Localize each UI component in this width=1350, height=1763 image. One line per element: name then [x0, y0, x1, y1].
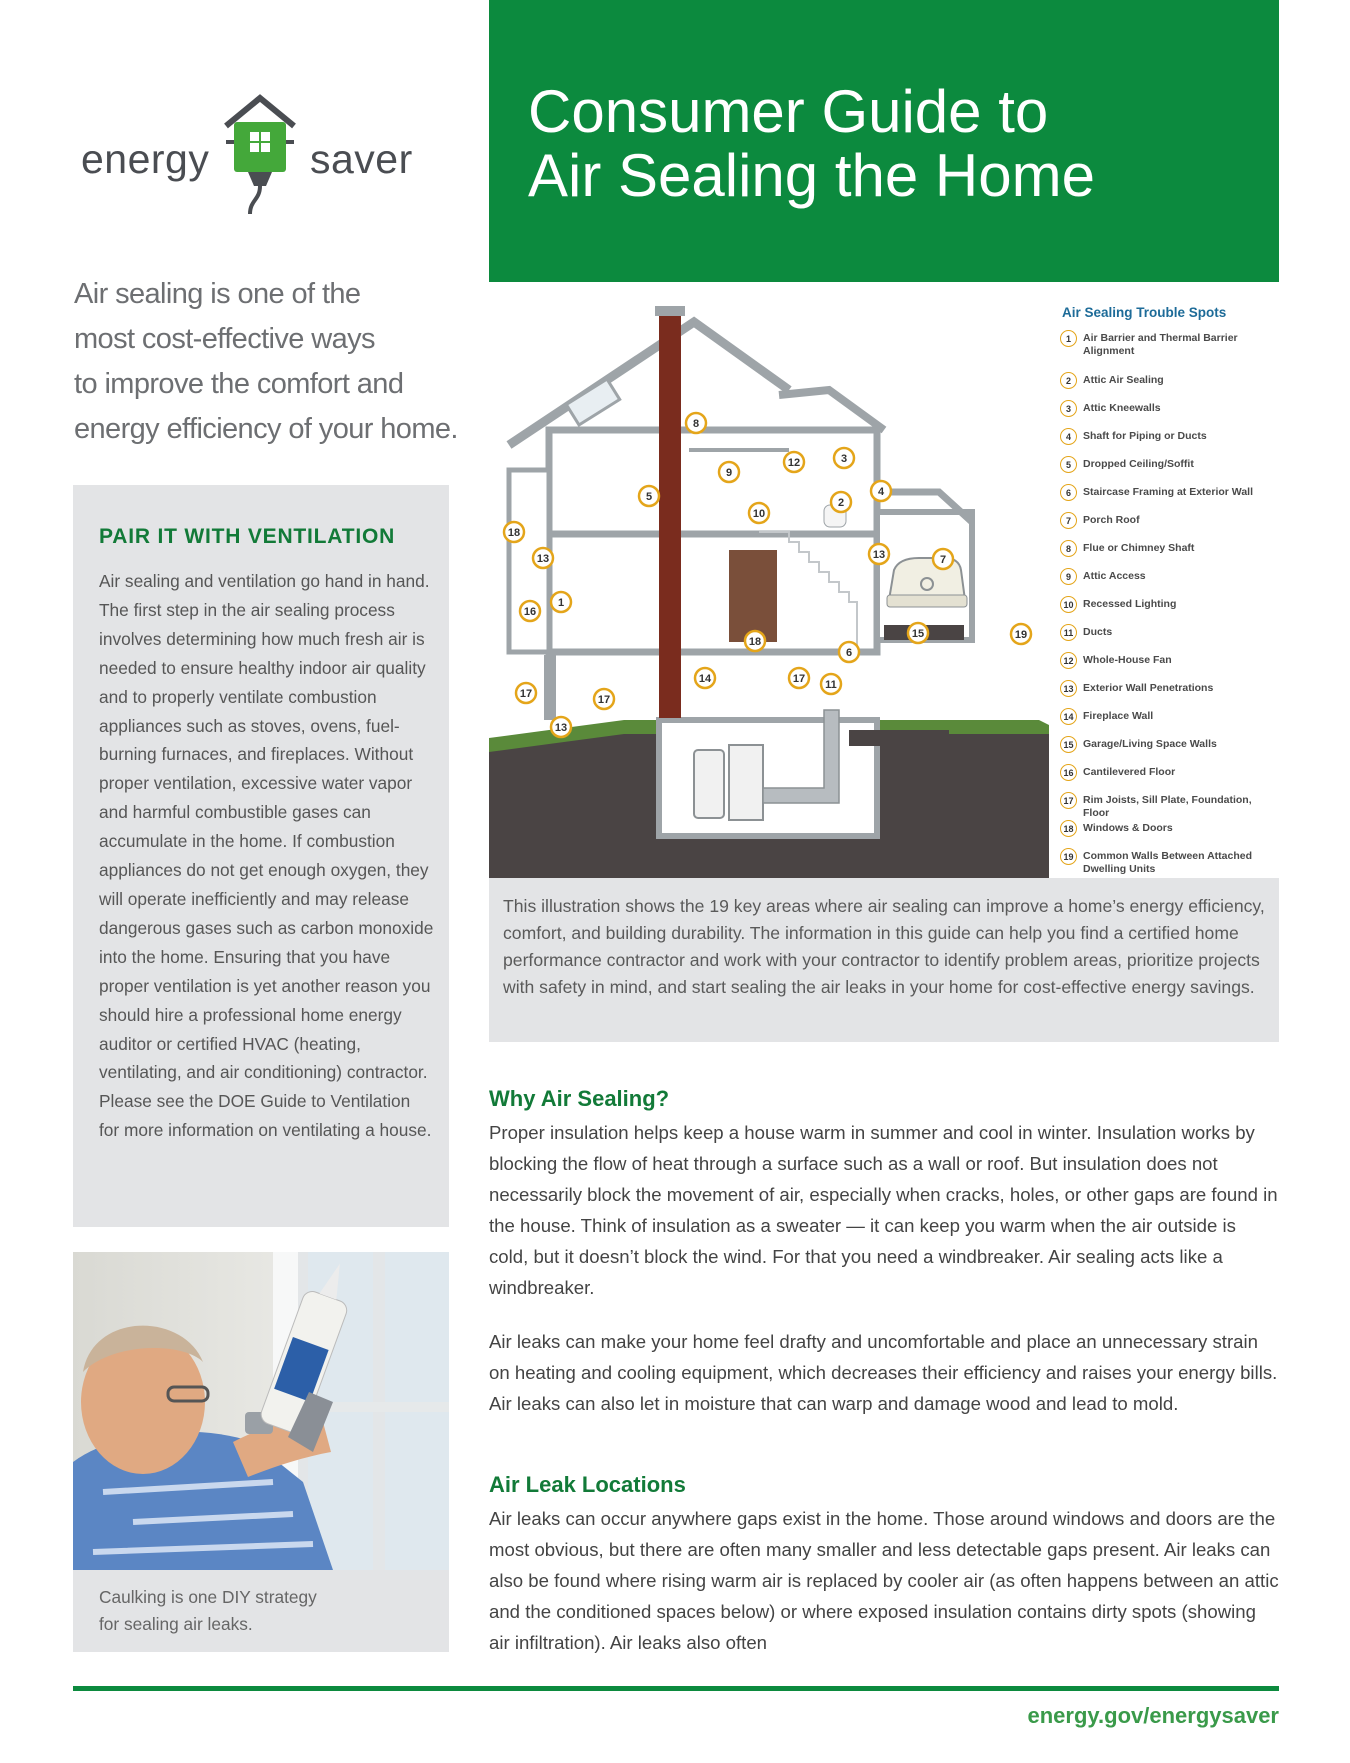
- svg-text:8: 8: [692, 418, 700, 430]
- legend-number-badge: 6: [1060, 484, 1077, 501]
- marker-6: [839, 642, 859, 662]
- marker-17c: [789, 668, 809, 688]
- page-title-line-2: Air Sealing the Home: [528, 142, 1095, 209]
- trouble-spots-legend: [1060, 305, 1280, 875]
- svg-text:3: 3: [840, 453, 848, 465]
- legend-number-badge: 16: [1060, 764, 1077, 781]
- legend-item: [1060, 654, 1273, 669]
- legend-list: [1060, 332, 1280, 875]
- marker-17b: [594, 689, 614, 709]
- legend-item: [1060, 738, 1273, 753]
- legend-item: [1060, 514, 1273, 529]
- svg-text:6: 6: [845, 647, 853, 659]
- marker-3: [834, 448, 854, 468]
- legend-item: [1060, 766, 1273, 781]
- caulking-photo-image: [73, 1252, 449, 1570]
- marker-8: [686, 413, 706, 433]
- energy-saver-logo: [78, 92, 428, 222]
- svg-text:17: 17: [597, 694, 611, 706]
- marker-2: [831, 492, 851, 512]
- svg-text:15: 15: [911, 628, 925, 640]
- legend-label: Shaft for Piping or Ducts: [1083, 430, 1207, 442]
- legend-item: [1060, 850, 1273, 876]
- legend-item: [1060, 332, 1273, 358]
- svg-text:1: 1: [557, 597, 565, 609]
- logo-word-energy: energy: [81, 136, 210, 182]
- legend-item: [1060, 402, 1273, 417]
- svg-text:14: 14: [698, 673, 712, 685]
- marker-17: [516, 683, 536, 703]
- marker-15: [908, 623, 928, 643]
- svg-text:19: 19: [1014, 629, 1028, 641]
- legend-label: Common Walls Between Attached Dwelling Units: [1083, 850, 1252, 875]
- svg-text:16: 16: [523, 606, 537, 618]
- photo-caption-line-1: Caulking is one DIY strategy: [99, 1587, 317, 1607]
- ventilation-body: Air sealing and ventilation go hand in hand. The first step in the air sealing process involves determining how much fresh air is needed to ensure healthy indoor air quality and to properly ventilate combustion appliances such as stoves, ovens, fuel-burning furnaces, and fireplaces. Without proper ventilation, excessive water vapor and harmful combustible gases can accumulate in the home. If combustion appliances do not get enough oxygen, they will operate inefficiently and may release dangerous gases such as carbon monoxide into the home. Ensuring that you have proper ventilation is yet another reason you should hire a professional home energy auditor or certified HVAC (heating, ventilating, and air conditioning) contractor. Please see the DOE Guide to Ventilation for more information on ventilating a house.: [99, 571, 434, 1141]
- photo-caption: [99, 1584, 317, 1638]
- why-heading: Why Air Sealing?: [489, 1086, 670, 1111]
- why-paragraph-2: Air leaks can make your home feel drafty and uncomfortable and place an unnecessary strain on heating and cooling equipment, which decreases their efficiency and raises your energy bills. Air leaks can also let in moisture that can warp and damage wood and lead to mold.: [489, 1331, 1278, 1414]
- legend-label: Porch Roof: [1083, 514, 1140, 526]
- legend-label: Exterior Wall Penetrations: [1083, 682, 1214, 694]
- legend-number-badge: 15: [1060, 736, 1077, 753]
- marker-18: [504, 522, 524, 542]
- legend-number-badge: 8: [1060, 540, 1077, 557]
- marker-14: [695, 668, 715, 688]
- logo-word-saver: saver: [310, 136, 413, 182]
- legend-label: Staircase Framing at Exterior Wall: [1083, 486, 1254, 498]
- svg-text:17: 17: [519, 688, 533, 700]
- locations-paragraph: Air leaks can occur anywhere gaps exist in the home. Those around windows and doors are the most obvious, but there are often many smaller and less detectable gaps present. Air leaks can also be found where rising warm air is replaced by cooler air (as often happens between an attic and the conditioned spaces below) or where exposed insulation contains dirty spots (showing air infiltration). Air leaks also often: [489, 1508, 1279, 1653]
- legend-label: Flue or Chimney Shaft: [1083, 542, 1195, 554]
- photo-caption-box: [73, 1570, 449, 1652]
- legend-label: Windows & Doors: [1083, 822, 1173, 834]
- marker-11: [821, 674, 841, 694]
- legend-label: Attic Access: [1083, 570, 1146, 582]
- intro-line: to improve the comfort and: [74, 368, 404, 400]
- svg-text:12: 12: [787, 457, 801, 469]
- marker-4: [871, 481, 891, 501]
- legend-number-badge: 10: [1060, 596, 1077, 613]
- house-plug-icon: [220, 92, 300, 220]
- legend-number-badge: 18: [1060, 820, 1077, 837]
- legend-label: Garage/Living Space Walls: [1083, 738, 1217, 750]
- legend-label: Rim Joists, Sill Plate, Foundation, Floor: [1083, 794, 1252, 819]
- marker-9: [719, 462, 739, 482]
- svg-text:11: 11: [825, 679, 837, 691]
- svg-text:13: 13: [872, 549, 886, 561]
- legend-number-badge: 3: [1060, 400, 1077, 417]
- legend-label: Ducts: [1083, 626, 1113, 638]
- legend-item: [1060, 710, 1273, 725]
- intro-line: most cost-effective ways: [74, 323, 375, 355]
- title-banner: [489, 0, 1279, 282]
- legend-item: [1060, 794, 1273, 820]
- legend-label: Whole-House Fan: [1083, 654, 1172, 666]
- legend-label: Attic Air Sealing: [1083, 374, 1164, 386]
- legend-label: Fireplace Wall: [1083, 710, 1154, 722]
- svg-text:9: 9: [725, 467, 733, 479]
- legend-number-badge: 5: [1060, 456, 1077, 473]
- svg-text:13: 13: [554, 722, 568, 734]
- legend-item: [1060, 626, 1273, 641]
- marker-1: [551, 592, 571, 612]
- legend-number-badge: 9: [1060, 568, 1077, 585]
- marker-12: [784, 452, 804, 472]
- footer-url[interactable]: energy.gov/energysaver: [1027, 1703, 1279, 1728]
- intro-line: energy efficiency of your home.: [74, 413, 458, 445]
- marker-16: [520, 601, 540, 621]
- legend-number-badge: 12: [1060, 652, 1077, 669]
- legend-item: [1060, 430, 1273, 445]
- legend-item: [1060, 374, 1273, 389]
- legend-label: Recessed Lighting: [1083, 598, 1177, 610]
- svg-text:2: 2: [837, 497, 845, 509]
- marker-18b: [745, 631, 765, 651]
- legend-number-badge: 13: [1060, 680, 1077, 697]
- marker-19: [1011, 624, 1031, 644]
- ventilation-sidebar: [73, 485, 449, 1227]
- marker-13b: [533, 548, 553, 568]
- legend-item: [1060, 570, 1273, 585]
- legend-item: [1060, 486, 1273, 501]
- marker-10: [749, 503, 769, 523]
- svg-text:18: 18: [748, 636, 762, 648]
- marker-5: [639, 486, 659, 506]
- locations-heading: Air Leak Locations: [489, 1472, 686, 1497]
- marker-13c: [551, 717, 571, 737]
- legend-title: Air Sealing Trouble Spots: [1062, 305, 1227, 320]
- svg-text:10: 10: [752, 508, 766, 520]
- legend-label: Air Barrier and Thermal Barrier Alignment: [1083, 332, 1238, 357]
- legend-number-badge: 17: [1060, 792, 1077, 809]
- svg-text:7: 7: [939, 554, 947, 566]
- marker-13: [869, 544, 889, 564]
- legend-number-badge: 19: [1060, 848, 1077, 865]
- svg-text:13: 13: [536, 553, 550, 565]
- legend-item: [1060, 542, 1273, 557]
- ventilation-heading: PAIR IT WITH VENTILATION: [99, 525, 396, 548]
- legend-label: Attic Kneewalls: [1083, 402, 1161, 414]
- legend-item: [1060, 682, 1273, 697]
- legend-number-badge: 2: [1060, 372, 1077, 389]
- why-paragraph-1: Proper insulation helps keep a house warm in summer and cool in winter. Insulation works by blocking the flow of heat through a surface such as a wall or roof. But insulation does not necessarily block the movement of air, especially when cracks, holes, or other gaps are found in the house. Think of insulation as a sweater — it can keep you warm when the air outside is cold, but it doesn’t block the wind. For that you need a windbreaker. Air sealing acts like a windbreaker.: [489, 1122, 1278, 1298]
- diagram-caption: This illustration shows the 19 key areas where air sealing can improve a home’s energy efficiency, comfort, and building durability. The information in this guide can help you find a certified home performance contractor and work with your contractor to identify problem areas, prioritize projects with safety in mind, and start sealing the air leaks in your home for cost-effective energy savings.: [503, 896, 1265, 997]
- intro-statement: [74, 272, 474, 452]
- legend-item: [1060, 458, 1273, 473]
- legend-item: [1060, 598, 1273, 613]
- footer-rule: [73, 1686, 1279, 1691]
- svg-text:17: 17: [792, 673, 806, 685]
- caulking-photo: [73, 1252, 449, 1570]
- marker-7: [933, 549, 953, 569]
- diagram-caption-box: [489, 878, 1279, 1042]
- svg-text:4: 4: [877, 486, 885, 498]
- legend-number-badge: 1: [1060, 330, 1077, 347]
- legend-number-badge: 4: [1060, 428, 1077, 445]
- legend-number-badge: 14: [1060, 708, 1077, 725]
- legend-number-badge: 11: [1060, 624, 1077, 641]
- legend-label: Dropped Ceiling/Soffit: [1083, 458, 1194, 470]
- legend-label: Cantilevered Floor: [1083, 766, 1176, 778]
- photo-caption-line-2: for sealing air leaks.: [99, 1614, 253, 1634]
- legend-number-badge: 7: [1060, 512, 1077, 529]
- intro-line: Air sealing is one of the: [74, 278, 361, 310]
- svg-text:5: 5: [645, 491, 653, 503]
- legend-item: [1060, 822, 1273, 837]
- svg-text:18: 18: [507, 527, 521, 539]
- page-title-line-1: Consumer Guide to: [528, 78, 1049, 145]
